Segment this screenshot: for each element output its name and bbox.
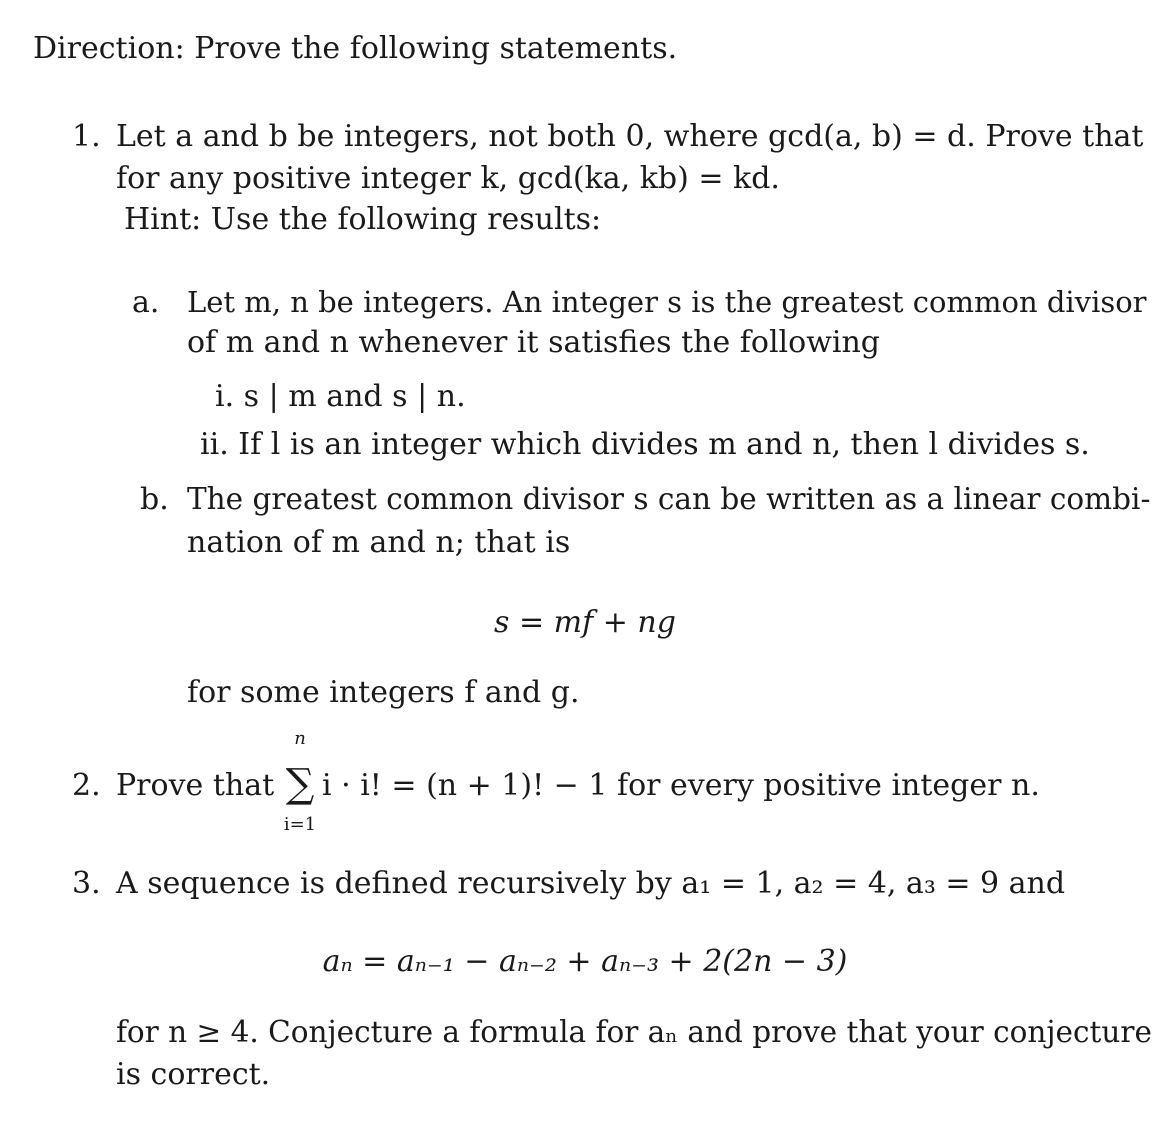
hint-b-line-2: nation of m and n; that is [187, 525, 571, 560]
problem-2-prefix: Prove that [116, 768, 275, 803]
problem-3-line-1: A sequence is defined recursively by a₁ = 1, a₂ = 4, a₃ = 9 and [116, 866, 1066, 901]
problem-3-number: 3. [72, 866, 101, 901]
sigma-symbol: ∑ [285, 761, 315, 807]
problem-1-line-2: for any positive integer k, gcd(ka, kb) = kd. [116, 161, 780, 196]
problem-2-number: 2. [72, 768, 101, 803]
problem-1-number: 1. [72, 119, 101, 154]
hint-b-line-1: The greatest common divisor s can be written as a linear combi- [187, 482, 1151, 516]
recurrence-formula: aₙ = aₙ₋₁ − aₙ₋₂ + aₙ₋₃ + 2(2n − 3) [322, 944, 848, 979]
hint-b-label: b. [140, 482, 169, 517]
hint-a-condition-ii: ii. If l is an integer which divides m and n, then l divides s. [200, 427, 1090, 462]
hint-b-after: for some integers f and g. [187, 675, 580, 710]
problem-3-line-2: for n ≥ 4. Conjecture a formula for aₙ and prove that your conjecture [116, 1015, 1152, 1049]
problem-1-line-1: Let a and b be integers, not both 0, where gcd(a, b) = d. Prove that [116, 119, 1144, 154]
problem-3-line-3: is correct. [116, 1057, 271, 1092]
summation [278, 728, 322, 835]
hint-a-line-2: of m and n whenever it satisfies the following [187, 325, 880, 360]
sum-lower-limit: i=1 [283, 814, 317, 835]
hint-a-condition-i: i. s | m and s | n. [215, 379, 466, 414]
direction-heading: Direction: Prove the following statements. [33, 31, 678, 66]
hint-a-label: a. [132, 285, 160, 320]
hint-a-line-1: Let m, n be integers. An integer s is the greatest common divisor [187, 285, 1147, 319]
linear-combination-formula: s = mf + ng [494, 605, 676, 640]
problem-2-rest: i · i! = (n + 1)! − 1 for every positive integer n. [322, 768, 1040, 803]
sum-upper-limit: n [294, 728, 306, 749]
problem-1-hint: Hint: Use the following results: [124, 202, 602, 237]
